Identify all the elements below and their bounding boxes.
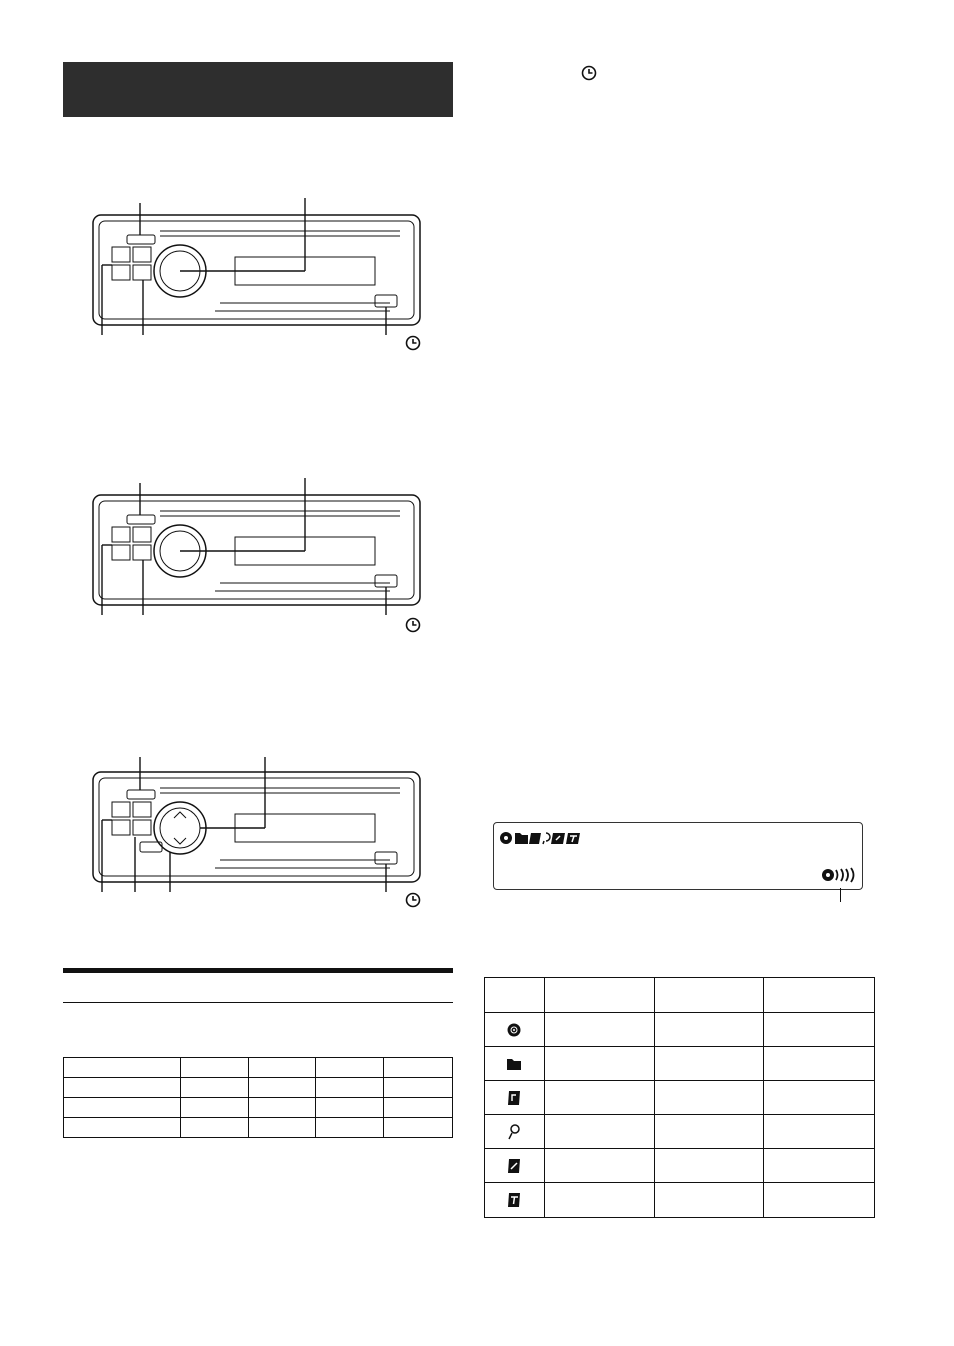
table-cell <box>654 1183 764 1218</box>
table-header-cell <box>654 978 764 1013</box>
microphone-icon <box>485 1115 545 1149</box>
clock-icon <box>581 65 597 81</box>
signal-wave-icon <box>821 867 857 888</box>
table-cell <box>64 1098 181 1118</box>
table-cell <box>544 1115 654 1149</box>
table-cell <box>384 1058 453 1078</box>
table-cell <box>764 1115 875 1149</box>
text-t-icon <box>485 1183 545 1218</box>
table-cell <box>316 1078 384 1098</box>
table-cell <box>180 1078 248 1098</box>
callout-line <box>840 888 841 902</box>
table-cell <box>316 1058 384 1078</box>
table-cell <box>654 1149 764 1183</box>
table-cell <box>180 1058 248 1078</box>
table-cell <box>384 1078 453 1098</box>
table-cell <box>764 1047 875 1081</box>
card-icon <box>485 1149 545 1183</box>
table-cell <box>654 1013 764 1047</box>
table-cell <box>764 1081 875 1115</box>
head-unit-diagram-2 <box>90 475 430 635</box>
table-cell <box>64 1078 181 1098</box>
table-cell <box>180 1098 248 1118</box>
table-cell <box>544 1081 654 1115</box>
section-divider-thin <box>63 1002 453 1003</box>
section-divider-thick <box>63 968 453 973</box>
clock-icon <box>405 892 421 908</box>
table-cell <box>248 1098 316 1118</box>
settings-table <box>63 1057 453 1138</box>
indicator-table <box>484 977 875 1218</box>
disc-icon <box>485 1013 545 1047</box>
table-cell <box>764 1183 875 1218</box>
table-cell <box>248 1078 316 1098</box>
folder-icon <box>485 1047 545 1081</box>
table-cell <box>544 1183 654 1218</box>
table-header-cell <box>764 978 875 1013</box>
head-unit-diagram-1 <box>90 195 430 355</box>
clock-icon <box>405 335 421 351</box>
table-cell <box>384 1118 453 1138</box>
lcd-display-illustration <box>493 822 863 890</box>
table-cell <box>544 1149 654 1183</box>
table-cell <box>764 1149 875 1183</box>
table-cell <box>384 1098 453 1118</box>
table-cell <box>248 1118 316 1138</box>
table-cell <box>316 1098 384 1118</box>
section-header-band <box>63 62 453 117</box>
table-header-cell <box>544 978 654 1013</box>
clock-icon <box>405 617 421 633</box>
table-cell <box>654 1081 764 1115</box>
table-cell <box>544 1013 654 1047</box>
table-cell <box>654 1047 764 1081</box>
lcd-indicator-row <box>499 831 589 850</box>
table-cell <box>544 1047 654 1081</box>
table-cell <box>764 1013 875 1047</box>
table-cell <box>654 1115 764 1149</box>
table-cell <box>316 1118 384 1138</box>
table-cell <box>248 1058 316 1078</box>
music-file-icon <box>485 1081 545 1115</box>
table-header-cell <box>485 978 545 1013</box>
table-cell <box>180 1118 248 1138</box>
table-cell <box>64 1118 181 1138</box>
table-cell <box>64 1058 181 1078</box>
head-unit-diagram-3 <box>90 752 430 912</box>
